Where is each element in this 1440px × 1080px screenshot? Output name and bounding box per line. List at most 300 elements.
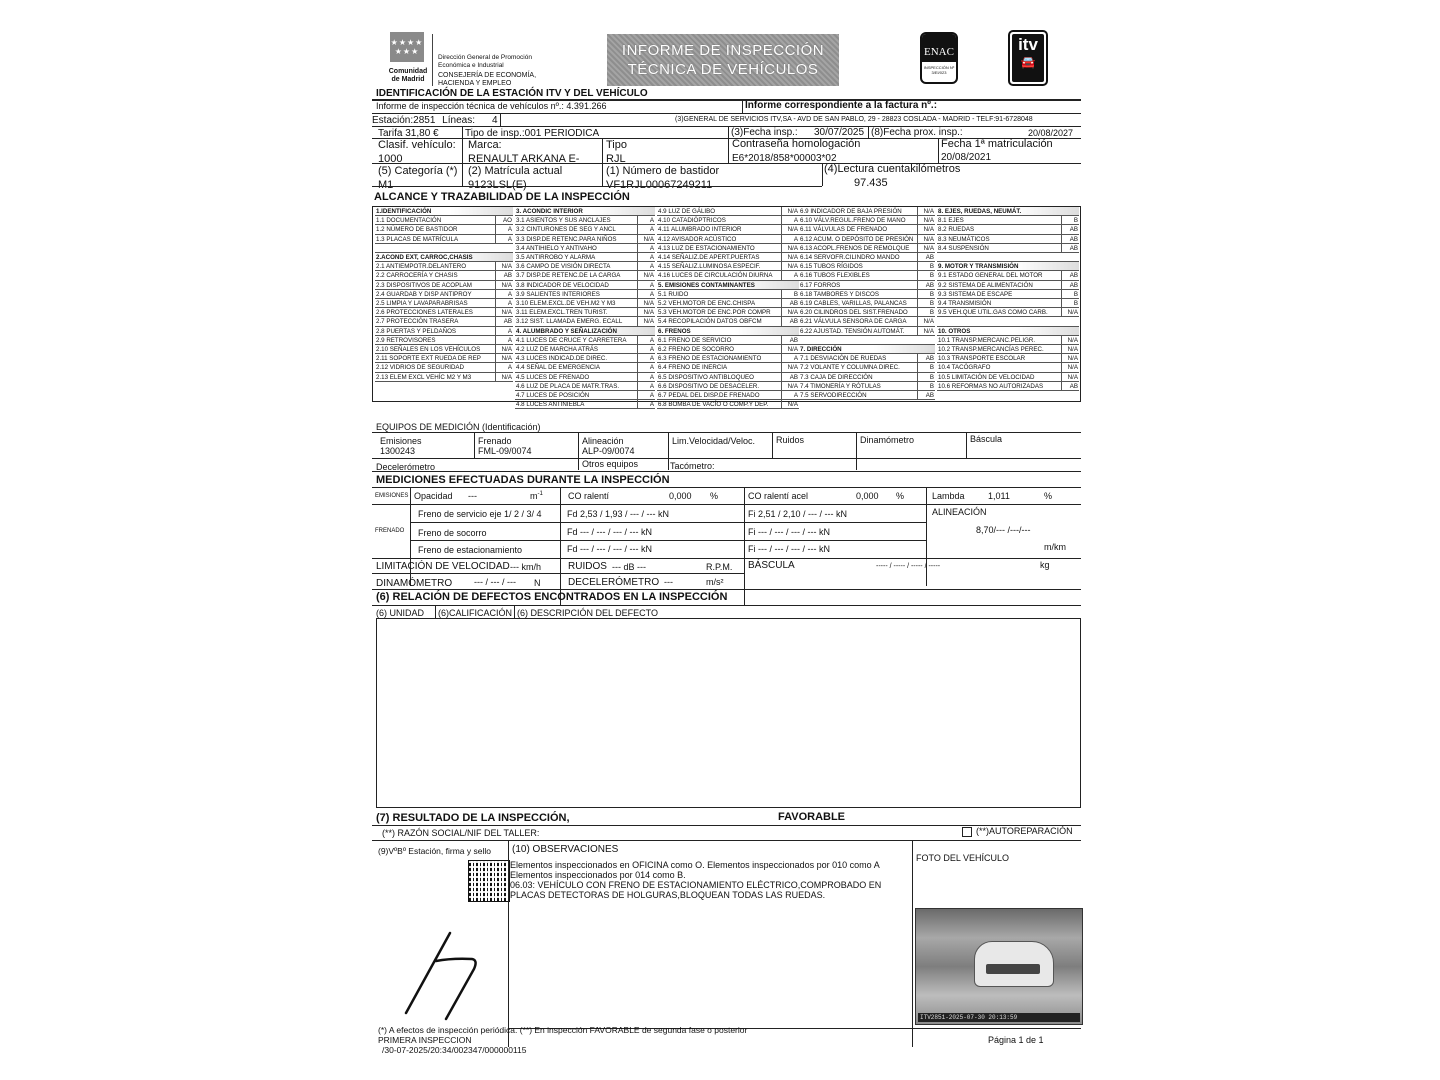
- emisiones-tag: EMISIONES: [375, 493, 409, 499]
- scope-item-label: 6.1 FRENO DE SERVICIO: [658, 336, 732, 344]
- tipo-value: RJL: [606, 153, 626, 165]
- report-no-label: Informe de inspección técnica de vehículos nº.:: [376, 101, 564, 111]
- scope-item-rating: B: [929, 272, 934, 280]
- scope-item-rating: A: [649, 382, 654, 390]
- scope-item: [799, 363, 935, 372]
- comunidad-madrid-flag-icon: ★★★★ ★★★: [390, 32, 424, 62]
- scope-item-rating: AB: [1069, 235, 1078, 243]
- scope-item-label: 6.4 FRENO DE INERCIA: [658, 364, 728, 372]
- scope-item-rating: B: [929, 300, 934, 307]
- alineacion-unit: m/km: [1044, 542, 1066, 552]
- scope-item: [515, 336, 655, 345]
- observations-label: (10) OBSERVACIONES: [512, 844, 619, 855]
- co-ralenti-unit: %: [710, 491, 719, 501]
- rpm-label: R.P.M.: [706, 562, 733, 572]
- scope-item-label: 3. ACONDIC INTERIOR: [516, 208, 583, 215]
- scope-item-label: 2.11 SOPORTE EXT RUEDA DE REP: [376, 355, 481, 363]
- scope-item: [515, 400, 655, 409]
- scope-item-label: 6.14 SERVOFR.CILINDRO MANDO: [800, 254, 900, 261]
- vin-label: (1) Número de bastidor: [606, 165, 720, 177]
- plate-label: (2) Matrícula actual: [468, 165, 563, 177]
- scope-item-label: 2.1 ANTIEMPOTR.DELANTERO: [376, 263, 467, 271]
- region-logo-line2: de Madrid: [391, 76, 425, 83]
- scope-item-label: 7.4 TIMONERÍA Y RÓTULAS: [800, 382, 881, 390]
- scope-item: [515, 382, 655, 391]
- scope-item: [515, 299, 655, 308]
- station-label: Estación:: [372, 115, 414, 126]
- insp-type-label: Tipo de insp.:: [465, 128, 525, 139]
- observation-line-4: PLACAS DETECTORAS DE HOLGURAS,BLOQUEAN TODAS LAS RUEDAS.: [510, 890, 826, 900]
- footer-line2: PRIMERA INSPECCION: [378, 1035, 472, 1045]
- scope-item-label: 6.2 FRENO DE SOCORRO: [658, 346, 734, 353]
- scope-item-rating: B: [929, 382, 934, 390]
- scope-item: [937, 382, 1079, 391]
- scope-item-label: 2.2 CARROCERÍA Y CHASIS: [376, 272, 458, 280]
- scope-item-label: 8.3 NEUMÁTICOS: [938, 235, 990, 243]
- scope-item-rating: N/A: [923, 318, 934, 326]
- scope-item-label: 6.20 CILINDROS DEL SIST.FRENADO: [800, 309, 908, 317]
- scope-item-label: 10.4 TACÓGRAFO: [938, 364, 991, 372]
- scope-item-label: 4.2 LUZ DE MARCHA ATRÁS: [516, 346, 599, 353]
- scope-title: ALCANCE Y TRAZABILIDAD DE LA INSPECCIÓN: [374, 191, 630, 203]
- scope-item: [515, 363, 655, 372]
- scope-item-label: 3.9 SALIENTES INTERIORES: [516, 290, 600, 298]
- scope-item-label: 2.9 RETROVISORES: [376, 336, 436, 344]
- observation-line-2: Elementos inspeccionados por 014 como B.: [510, 870, 686, 880]
- scope-item: [375, 299, 513, 308]
- scope-item-rating: B: [929, 373, 934, 381]
- frenado-tag: FRENADO: [375, 528, 405, 534]
- scope-item: [799, 308, 935, 317]
- clasif-value: 1000: [378, 153, 403, 165]
- scope-blank-row: [799, 336, 935, 345]
- scope-item-rating: A: [649, 281, 654, 289]
- decelerometro-value: ---: [664, 577, 673, 587]
- vehicle-photo: [915, 908, 1083, 1025]
- scope-item-rating: A: [507, 290, 512, 298]
- scope-item-label: 8.1 EJES: [938, 217, 964, 225]
- scope-item-label: 10. OTROS: [938, 327, 971, 335]
- scope-item-label: 10.5 LIMITACIÓN DE VELOCIDAD: [938, 373, 1035, 381]
- scope-item-label: 2.6 PROTECCIONES LATERALES: [376, 309, 473, 317]
- scope-item: [799, 391, 935, 400]
- scope-item-rating: N/A: [787, 244, 798, 252]
- scope-item-label: 1.1 DOCUMENTACIÓN: [376, 217, 442, 225]
- taller-label: (**) RAZÓN SOCIAL/NIF DEL TALLER:: [382, 828, 540, 838]
- homolog-value: E6*2018/858*00003*02: [732, 153, 837, 164]
- scope-item-rating: A: [507, 327, 512, 335]
- scope-item-rating: A: [649, 290, 654, 298]
- scope-item: [937, 244, 1079, 253]
- enac-logo: [920, 32, 958, 84]
- lambda-unit: %: [1044, 491, 1053, 501]
- scope-item: [375, 327, 513, 336]
- scope-item-label: 3.10 ELEM.EXCL.DE VEH.M2 Y M3: [516, 300, 616, 307]
- scope-item: [657, 225, 799, 234]
- freno-servicio-label: Freno de servicio eje 1/ 2 / 3/ 4: [418, 509, 542, 519]
- scope-item-rating: N/A: [501, 346, 512, 353]
- scope-item: [799, 262, 935, 271]
- scope-item: [375, 345, 513, 354]
- odometer-value: 97.435: [854, 177, 888, 189]
- equip-bascula-label: Báscula: [970, 434, 1003, 444]
- scope-item-rating: B: [929, 364, 934, 372]
- scope-item-rating: B: [1073, 290, 1078, 298]
- scope-item: [657, 244, 799, 253]
- dept-line1: Dirección General de Promoción: [438, 54, 532, 61]
- alineacion-label: ALINEACIÓN: [932, 507, 987, 517]
- scope-item-label: 4.14 SEÑALIZ.DE APERT.PUERTAS: [658, 254, 760, 261]
- scope-item: [375, 262, 513, 271]
- scope-item-label: 4.3 LUCES INDICAD.DE DIREC.: [516, 355, 608, 363]
- scope-item: [657, 262, 799, 271]
- scope-item-label: 4.7 LUCES DE POSICIÓN: [516, 392, 590, 399]
- scope-item-label: 8. EJES, RUEDAS, NEUMÁT.: [938, 208, 1022, 215]
- scope-item-rating: N/A: [1067, 355, 1078, 363]
- scope-item-label: 6.18 TAMBORES Y DISCOS: [800, 290, 879, 298]
- scope-item-rating: A: [649, 336, 654, 344]
- scope-item: [657, 317, 799, 326]
- scope-item: [657, 363, 799, 372]
- lambda-label: Lambda: [932, 491, 965, 501]
- scope-section-header: [657, 281, 799, 290]
- scope-item-rating: AO: [503, 217, 512, 225]
- scope-item: [657, 216, 799, 225]
- station: 2851: [413, 115, 436, 126]
- scope-item-label: 6.22 AJUSTAD. TENSIÓN AUTOMÁT.: [800, 327, 905, 335]
- scope-item-rating: A: [793, 235, 798, 243]
- scope-item-rating: N/A: [787, 401, 798, 409]
- scope-section-header: [937, 207, 1079, 216]
- scope-item-label: 3.7 DISP.DE RETENC.DE LA CARGA: [516, 272, 621, 280]
- scope-item-label: 7. DIRECCIÓN: [800, 346, 842, 353]
- scope-item: [375, 225, 513, 234]
- scope-item-rating: N/A: [643, 272, 654, 280]
- scope-item-rating: AB: [1069, 281, 1078, 289]
- scope-item-label: 1.2 NÚMERO DE BASTIDOR: [376, 226, 458, 234]
- scope-item: [937, 336, 1079, 345]
- scope-item-rating: N/A: [501, 263, 512, 271]
- vin-value: VF1RJL00067249211: [606, 179, 713, 191]
- co-ralenti-acel-label: CO ralentí acel: [748, 491, 809, 501]
- scope-item-label: 7.1 DESVIACIÓN DE RUEDAS: [800, 355, 887, 363]
- dept-line2: Económica e Industrial: [438, 61, 504, 69]
- scope-item-rating: N/A: [1067, 336, 1078, 344]
- scope-item-rating: A: [507, 226, 512, 234]
- scope-item: [375, 271, 513, 280]
- scope-item-label: 6.13 ACOPL.FRENOS DE REMOLQUE: [800, 244, 910, 252]
- freno-socorro-label: Freno de socorro: [418, 528, 487, 538]
- scope-item-rating: AB: [1069, 382, 1078, 390]
- scope-item-label: 8.2 RUEDAS: [938, 226, 975, 234]
- scope-item-rating: AB: [789, 336, 798, 344]
- scope-item-label: 6.5 DISPOSITIVO ANTIBLOQUEO: [658, 373, 754, 381]
- scope-item: [515, 216, 655, 225]
- scope-item: [515, 225, 655, 234]
- scope-item-label: 7.3 CAJA DE DIRECCIÓN: [800, 373, 873, 381]
- scope-item-label: 4.9 LUZ DE GÁLIBO: [658, 208, 716, 215]
- scope-section-header: [937, 327, 1079, 336]
- photo-label: FOTO DEL VEHÍCULO: [916, 853, 1010, 863]
- scope-item-label: 10.6 REFORMAS NO AUTORIZADAS: [938, 382, 1044, 390]
- scope-item-rating: B: [929, 263, 934, 271]
- scope-item-rating: N/A: [787, 263, 798, 271]
- scope-item-rating: N/A: [501, 281, 512, 289]
- limvel-label: LIMITACIÓN DE VELOCIDAD: [376, 561, 510, 572]
- scope-item-label: 2.13 ELEM EXCL VEHÍC M2 Y M3: [376, 373, 472, 381]
- scope-section-header: [515, 327, 655, 336]
- scope-item-label: 4.13 LUZ DE ESTACIONAMIENTO: [658, 244, 755, 252]
- scope-item: [799, 271, 935, 280]
- freno-estac-label: Freno de estacionamiento: [418, 545, 523, 555]
- identification-title: IDENTIFICACIÓN DE LA ESTACIÓN ITV Y DEL VEHÍCULO: [376, 88, 648, 99]
- autoreparacion-checkbox[interactable]: [962, 827, 972, 837]
- scope-item: [515, 262, 655, 271]
- scope-item: [657, 271, 799, 280]
- scope-section-header: [515, 207, 655, 216]
- scope-item: [515, 271, 655, 280]
- scope-item-rating: AB: [1069, 226, 1078, 234]
- co-ralenti-acel-unit: %: [896, 491, 905, 501]
- scope-item-rating: AB: [1069, 272, 1078, 280]
- equip-frenado-value: FML-09/0074: [478, 446, 532, 456]
- scope-item-rating: N/A: [787, 254, 798, 261]
- scope-item: [657, 253, 799, 262]
- scope-item: [375, 336, 513, 345]
- scope-item: [657, 290, 799, 299]
- scope-item-label: 7.2 VOLANTE Y COLUMNA DIREC.: [800, 364, 900, 372]
- scope-item: [657, 400, 799, 409]
- dinamometro-value: --- / --- / ---: [474, 577, 516, 587]
- tipo-label: Tipo: [606, 139, 627, 151]
- itv-label: itv: [1018, 35, 1038, 54]
- scope-item-label: 9.4 TRANSMISIÓN: [938, 300, 992, 307]
- scope-item: [375, 281, 513, 290]
- scope-item-rating: A: [649, 373, 654, 381]
- scope-item-rating: A: [649, 355, 654, 363]
- scope-item: [375, 235, 513, 244]
- scope-item: [799, 207, 935, 216]
- scope-item: [657, 373, 799, 382]
- signature-icon: [402, 923, 492, 1023]
- ruidos-label: RUIDOS: [568, 561, 607, 572]
- scope-item: [799, 290, 935, 299]
- scope-item-rating: A: [507, 336, 512, 344]
- first-reg-label: Fecha 1ª matriculación: [941, 138, 1053, 150]
- scope-item: [937, 271, 1079, 280]
- lines-label: Líneas:: [442, 115, 475, 126]
- scope-item-label: 4.1 LUCES DE CRUCE Y CARRETERA: [516, 336, 627, 344]
- scope-item-rating: N/A: [643, 235, 654, 243]
- limvel-value: --- km/h: [510, 562, 541, 572]
- qr-code-icon: [468, 860, 510, 902]
- scope-item: [937, 290, 1079, 299]
- scope-item-label: 3.2 CINTURONES DE SEG Y ANCL: [516, 226, 616, 234]
- scope-item-label: 3.11 ELEM.EXCL.TREN TURIST.: [516, 309, 608, 317]
- scope-item-label: 9.1 ESTADO GENERAL DEL MOTOR: [938, 272, 1043, 280]
- scope-item-rating: N/A: [1067, 309, 1078, 317]
- scope-item-label: 6.8 BOMBA DE VACÍO O COMP.Y DEP.: [658, 401, 769, 409]
- scope-item-rating: N/A: [923, 217, 934, 225]
- scope-item-rating: AB: [503, 272, 512, 280]
- scope-item-rating: AB: [503, 318, 512, 326]
- scope-item-rating: AB: [925, 392, 934, 399]
- equip-frenado-label: Frenado: [478, 436, 512, 446]
- scope-item-rating: A: [507, 364, 512, 372]
- scope-item: [657, 354, 799, 363]
- scope-item: [375, 216, 513, 225]
- co-ralenti-value: 0,000: [669, 491, 692, 501]
- scope-item-label: 6.10 VÁLV.REGUL.FRENO DE MANO: [800, 217, 906, 225]
- scope-item: [799, 244, 935, 253]
- lambda-value: 1,011: [988, 491, 1010, 501]
- scope-item: [515, 281, 655, 290]
- bascula-unit: kg: [1040, 560, 1050, 570]
- scope-item: [515, 354, 655, 363]
- opacidad-exp: -1: [537, 491, 543, 497]
- scope-item-rating: N/A: [501, 373, 512, 381]
- scope-item-label: 6.3 FRENO DE ESTACIONAMIENTO: [658, 355, 762, 363]
- opacidad-unit: m: [530, 491, 538, 501]
- autoreparacion-label: (**)AUTOREPARACIÓN: [976, 826, 1073, 836]
- scope-item-label: 6.12 ACUM. O DEPÓSITO DE PRESIÓN: [800, 235, 914, 243]
- lines: 4: [492, 115, 498, 126]
- scope-item-rating: N/A: [923, 327, 934, 335]
- scope-item: [515, 373, 655, 382]
- scope-item-label: 10.2 TRANSP.MERCANCÍAS PEREC.: [938, 346, 1044, 353]
- scope-item-rating: N/A: [787, 364, 798, 372]
- signature-label: (9)VºBº Estación, firma y sello: [378, 846, 491, 856]
- scope-item-label: 6. FRENOS: [658, 327, 691, 335]
- scope-item-rating: N/A: [501, 355, 512, 363]
- scope-item-label: 4.16 LUCES DE CIRCULACIÓN DIURNA: [658, 272, 773, 280]
- scope-item-label: 8.4 SUSPENSIÓN: [938, 244, 989, 252]
- scope-item-label: 5.1 RUIDO: [658, 290, 689, 298]
- ruidos-value: --- dB ---: [612, 562, 646, 572]
- bascula-label: BÁSCULA: [748, 560, 795, 571]
- scope-item-label: 5.3 VEH.MOTOR DE ENC.POR COMPR: [658, 309, 771, 317]
- scope-item-rating: N/A: [787, 208, 798, 215]
- equip-emisiones-value: 1300243: [380, 446, 416, 456]
- scope-item: [937, 308, 1079, 317]
- scope-item-label: 9.3 SISTEMA DE ESCAPE: [938, 290, 1013, 298]
- scope-item: [799, 281, 935, 290]
- scope-item-label: [375, 245, 376, 252]
- scope-item-label: 2.7 PROTECCIÓN TRASERA: [376, 318, 459, 326]
- scope-blank-row: [937, 253, 1079, 262]
- scope-item-rating: A: [649, 263, 654, 271]
- car-icon: 🚘: [1020, 55, 1036, 69]
- scope-item-label: 6.16 TUBOS FLEXIBLES: [800, 272, 870, 280]
- scope-item: [657, 336, 799, 345]
- opacidad-value: ---: [468, 491, 477, 501]
- scope-item-rating: N/A: [787, 382, 798, 390]
- scope-item-rating: N/A: [787, 346, 798, 353]
- scope-item-rating: A: [793, 217, 798, 225]
- scope-item-label: 9.2 SISTEMA DE ALIMENTACIÓN: [938, 281, 1033, 289]
- scope-item-label: 6.21 VÁLVULA SENSORA DE CARGA: [800, 318, 907, 326]
- scope-item-label: 3.12 SIST. LLAMADA EMERG. ECALL: [516, 318, 623, 326]
- odometer-label: (4)Lectura cuentakilómetros: [824, 163, 961, 175]
- scope-item-label: 4.4 SEÑAL DE EMERGENCIA: [516, 364, 601, 372]
- scope-item-label: 4.6 LUZ DE PLACA DE MATR.TRAS.: [516, 382, 620, 390]
- scope-item-rating: A: [649, 244, 654, 252]
- scope-item: [375, 308, 513, 317]
- scope-section-header: [375, 207, 513, 216]
- scope-item-rating: N/A: [1067, 364, 1078, 372]
- scope-item-label: 9. MOTOR Y TRANSMISIÓN: [938, 263, 1019, 271]
- opacidad-label: Opacidad: [414, 491, 453, 501]
- scope-grid: [372, 206, 1081, 409]
- equip-tacometro-label: Tacómetro:: [670, 461, 715, 471]
- scope-item-label: 2.3 DISPOSITIVOS DE ACOPLAM: [376, 281, 472, 289]
- scope-item-label: 6.7 PEDAL DEL DISP.DE FRENADO: [658, 392, 760, 399]
- scope-item: [799, 373, 935, 382]
- scope-item-label: 3.3 DISP.DE RETENC.PARA NIÑOS: [516, 235, 617, 243]
- dept-line4: HACIENDA Y EMPLEO: [438, 80, 512, 87]
- scope-item-rating: B: [1073, 217, 1078, 225]
- scope-item-label: 4.12 AVISADOR ACÚSTICO: [658, 235, 737, 243]
- scope-item-rating: N/A: [787, 226, 798, 234]
- scope-item-label: 4. ALUMBRADO Y SEÑALIZACIÓN: [516, 327, 617, 335]
- next-insp-date: 20/08/2027: [1028, 128, 1074, 138]
- enac-label: ENAC: [922, 34, 956, 62]
- scope-item-label: 7.5 SERVODIRECCIÓN: [800, 392, 867, 399]
- insp-date: 30/07/2025: [814, 127, 865, 138]
- scope-item-label: 2.5 LIMPIA Y LAVAPARABRISAS: [376, 300, 468, 307]
- equip-alineacion-label: Alineación: [582, 436, 624, 446]
- scope-item: [515, 308, 655, 317]
- scope-item-label: [937, 318, 938, 325]
- scope-item: [375, 354, 513, 363]
- scope-item-rating: A: [649, 226, 654, 234]
- marca-value: RENAULT ARKANA E-: [468, 153, 580, 165]
- scope-item: [937, 235, 1079, 244]
- scope-item-rating: AB: [925, 281, 934, 289]
- scope-item: [799, 253, 935, 262]
- scope-item-rating: AB: [925, 254, 934, 261]
- scope-section-header: [799, 345, 935, 354]
- scope-item-label: 3.5 ANTIRROBO Y ALARMA: [516, 254, 596, 261]
- scope-item-rating: B: [929, 290, 934, 298]
- scope-item-label: 4.11 ALUMBRADO INTERIOR: [658, 226, 742, 234]
- scope-blank-row: [937, 317, 1079, 326]
- next-insp-label: (8)Fecha prox. insp.:: [871, 127, 963, 138]
- col-unidad: (6) UNIDAD: [376, 608, 425, 618]
- scope-item-rating: A: [649, 364, 654, 372]
- scope-item-label: 10.1 TRANSP.MERCANC.PELIGR.: [938, 336, 1036, 344]
- scope-item-label: 6.11 VÁLVULAS DE FRENADO: [800, 226, 888, 234]
- scope-item-label: 2.8 PUERTAS Y PELDAÑOS: [376, 327, 457, 335]
- operator-address: (3)GENERAL DE SERVICIOS ITV,SA - AVD DE SAN PABLO, 29 - 28823 COSLADA - MADRID - TELF:91-6728048: [675, 116, 1033, 123]
- report-no: 4.391.266: [566, 101, 607, 111]
- region-logo-line1: Comunidad: [388, 68, 428, 75]
- marca-label: Marca:: [468, 139, 502, 151]
- scope-item: [799, 216, 935, 225]
- scope-section-header: [937, 262, 1079, 271]
- plate-value: 9123LSL(E): [468, 179, 527, 191]
- scope-item-rating: AB: [1069, 244, 1078, 252]
- freno-servicio-fd: Fd 2,53 / 1,93 / --- / --- kN: [567, 509, 670, 519]
- scope-item: [375, 363, 513, 372]
- scope-item: [515, 345, 655, 354]
- scope-item: [657, 382, 799, 391]
- scope-item: [937, 354, 1079, 363]
- freno-estac-fd: Fd --- / --- / --- / --- kN: [567, 544, 652, 554]
- defects-list: [376, 618, 1081, 808]
- scope-item: [515, 235, 655, 244]
- freno-estac-fi: Fi --- / --- / --- / --- kN: [748, 544, 830, 554]
